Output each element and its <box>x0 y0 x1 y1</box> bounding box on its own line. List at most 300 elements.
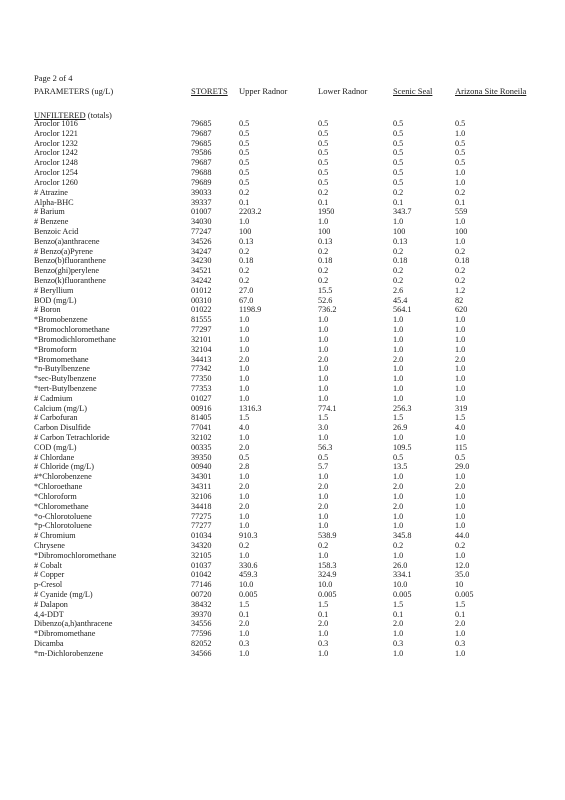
scenic-seal-value: 0.2 <box>393 187 404 197</box>
arizona-site-value: 1.0 <box>455 521 466 531</box>
storet-code: 34521 <box>191 266 212 276</box>
storet-code: 01022 <box>191 305 212 315</box>
upper-radnor-value: 1.0 <box>239 472 250 482</box>
lower-radnor-value: 1.0 <box>318 217 329 227</box>
scenic-seal-value: 2.0 <box>393 354 404 364</box>
scenic-seal-value: 1.0 <box>393 325 404 335</box>
parameter-name: *Chloroethane <box>34 482 83 492</box>
page-label: Page 2 of 4 <box>34 73 73 83</box>
scenic-seal-value: 2.6 <box>393 285 404 295</box>
upper-radnor-value: 1.0 <box>239 334 250 344</box>
parameter-name: # Benzene <box>34 217 69 227</box>
scenic-seal-value: 109.5 <box>393 442 412 452</box>
lower-radnor-value: 1.0 <box>318 334 329 344</box>
scenic-seal-value: 0.2 <box>393 540 404 550</box>
parameter-name: 4,4-DDT <box>34 609 64 619</box>
storet-code: 34230 <box>191 256 212 266</box>
storet-code: 01012 <box>191 285 212 295</box>
upper-radnor-value: 1.0 <box>239 364 250 374</box>
header-storets: STORETS <box>191 86 228 96</box>
arizona-site-value: 0.1 <box>455 197 466 207</box>
scenic-seal-value: 1.0 <box>393 383 404 393</box>
scenic-seal-value: 0.5 <box>393 119 404 128</box>
upper-radnor-value: 4.0 <box>239 423 250 433</box>
scenic-seal-value: 0.5 <box>393 158 404 168</box>
upper-radnor-value: 1.0 <box>239 550 250 560</box>
parameter-name: # Carbon Tetrachloride <box>34 433 110 442</box>
lower-radnor-value: 0.5 <box>318 158 329 168</box>
lower-radnor-value: 0.13 <box>318 236 333 246</box>
upper-radnor-value: 1.0 <box>239 344 250 354</box>
arizona-site-value: 0.5 <box>455 119 466 128</box>
scenic-seal-value: 0.13 <box>393 236 408 246</box>
parameter-name: Benzo(ghi)perylene <box>34 266 100 276</box>
storet-code: 32104 <box>191 344 212 354</box>
parameter-name: # Cobalt <box>34 560 62 570</box>
scenic-seal-value: 13.5 <box>393 462 408 472</box>
arizona-site-value: 1.0 <box>455 648 466 658</box>
section-title: UNFILTERED <box>34 110 86 120</box>
table-row <box>0 355 565 365</box>
arizona-site-value: 29.0 <box>455 462 470 472</box>
arizona-site-value: 0.2 <box>455 540 466 550</box>
table-row <box>0 629 565 639</box>
upper-radnor-value: 0.2 <box>239 540 250 550</box>
arizona-site-value: 0.5 <box>455 158 466 168</box>
arizona-site-value: 0.3 <box>455 639 466 649</box>
scenic-seal-value: 256.3 <box>393 403 412 413</box>
parameter-name: # Beryllium <box>34 285 74 295</box>
upper-radnor-value: 2.0 <box>239 482 250 492</box>
lower-radnor-value: 774.1 <box>318 403 337 413</box>
parameter-name: p-Cresol <box>34 580 63 590</box>
upper-radnor-value: 100 <box>239 226 252 236</box>
parameter-name: # Copper <box>34 570 65 580</box>
scenic-seal-value: 1.0 <box>393 629 404 639</box>
storet-code: 77247 <box>191 226 212 236</box>
lower-radnor-value: 0.18 <box>318 256 333 266</box>
table-row <box>0 551 565 561</box>
scenic-seal-value: 0.1 <box>393 197 404 207</box>
scenic-seal-value: 1.0 <box>393 472 404 482</box>
lower-radnor-value: 0.5 <box>318 119 329 128</box>
lower-radnor-value: 15.5 <box>318 285 333 295</box>
storet-code: 00720 <box>191 590 212 599</box>
header-scenic-seal: Scenic Seal <box>393 86 433 96</box>
upper-radnor-value: 0.5 <box>239 177 250 187</box>
parameter-name: *Bromodichloromethane <box>34 334 116 344</box>
header-arizona-site: Arizona Site Roneila <box>455 86 527 96</box>
storet-code: 77277 <box>191 521 212 531</box>
upper-radnor-value: 1.0 <box>239 325 250 335</box>
lower-radnor-value: 1.0 <box>318 472 329 482</box>
lower-radnor-value: 1.5 <box>318 413 329 423</box>
table-row <box>0 443 565 453</box>
table-row <box>0 482 565 492</box>
lower-radnor-value: 0.2 <box>318 276 329 285</box>
parameter-name: *Dibromomethane <box>34 629 96 639</box>
parameter-name: # Chromium <box>34 531 76 541</box>
storet-code: 82052 <box>191 639 212 649</box>
table-row <box>0 462 565 472</box>
upper-radnor-value: 2.0 <box>239 442 250 452</box>
storet-code: 77275 <box>191 511 212 521</box>
arizona-site-value: 1.0 <box>455 433 466 442</box>
parameter-name: Benzo(a)anthracene <box>34 236 100 246</box>
lower-radnor-value: 0.1 <box>318 609 329 619</box>
scenic-seal-value: 0.5 <box>393 138 404 148</box>
arizona-site-value: 1.0 <box>455 472 466 482</box>
upper-radnor-value: 910.3 <box>239 531 258 541</box>
parameter-name: # Chlordane <box>34 452 75 462</box>
lower-radnor-value: 0.5 <box>318 177 329 187</box>
upper-radnor-value: 0.2 <box>239 266 250 276</box>
scenic-seal-value: 26.0 <box>393 560 408 570</box>
table-row <box>0 286 565 296</box>
scenic-seal-value: 1.0 <box>393 393 404 403</box>
storet-code: 79685 <box>191 138 212 148</box>
parameter-name: *Bromobenzene <box>34 315 88 325</box>
arizona-site-value: 1.0 <box>455 315 466 325</box>
scenic-seal-value: 1.0 <box>393 334 404 344</box>
arizona-site-value: 1.5 <box>455 599 466 609</box>
arizona-site-value: 1.0 <box>455 344 466 354</box>
upper-radnor-value: 0.2 <box>239 246 250 256</box>
lower-radnor-value: 1950 <box>318 207 335 217</box>
table-row <box>0 148 565 158</box>
scenic-seal-value: 26.9 <box>393 423 408 433</box>
table-row <box>0 237 565 247</box>
parameter-name: Chrysene <box>34 540 65 550</box>
scenic-seal-value: 0.18 <box>393 256 408 266</box>
table-row <box>0 502 565 512</box>
lower-radnor-value: 1.0 <box>318 315 329 325</box>
upper-radnor-value: 0.2 <box>239 276 250 285</box>
parameter-name: # Dalapon <box>34 599 68 609</box>
table-row <box>0 423 565 433</box>
table-row <box>0 305 565 315</box>
storet-code: 32102 <box>191 433 212 442</box>
storet-code: 79687 <box>191 128 212 138</box>
arizona-site-value: 2.0 <box>455 482 466 492</box>
storet-code: 77596 <box>191 629 212 639</box>
parameter-name: *sec-Butylbenzene <box>34 374 97 384</box>
table-row <box>0 335 565 345</box>
parameter-name: Dicamba <box>34 639 64 649</box>
scenic-seal-value: 0.5 <box>393 148 404 158</box>
table-row <box>0 531 565 541</box>
storet-code: 34311 <box>191 482 212 492</box>
parameter-name: COD (mg/L) <box>34 442 77 452</box>
parameter-name: # Benzo(a)Pyrene <box>34 246 93 256</box>
parameter-name: Alpha-BHC <box>34 197 74 207</box>
lower-radnor-value: 0.005 <box>318 590 337 599</box>
upper-radnor-value: 0.18 <box>239 256 254 266</box>
upper-radnor-value: 0.13 <box>239 236 254 246</box>
table-row <box>0 315 565 325</box>
scenic-seal-value: 1.0 <box>393 364 404 374</box>
upper-radnor-value: 0.5 <box>239 452 250 462</box>
arizona-site-value: 0.2 <box>455 266 466 276</box>
lower-radnor-value: 2.0 <box>318 482 329 492</box>
storet-code: 34242 <box>191 276 212 285</box>
arizona-site-value: 1.0 <box>455 550 466 560</box>
upper-radnor-value: 0.5 <box>239 138 250 148</box>
lower-radnor-value: 0.5 <box>318 148 329 158</box>
arizona-site-value: 0.1 <box>455 609 466 619</box>
scenic-seal-value: 2.0 <box>393 482 404 492</box>
arizona-site-value: 12.0 <box>455 560 470 570</box>
lower-radnor-value: 1.0 <box>318 491 329 501</box>
scenic-seal-value: 1.0 <box>393 491 404 501</box>
lower-radnor-value: 1.0 <box>318 433 329 442</box>
lower-radnor-value: 0.1 <box>318 197 329 207</box>
scenic-seal-value: 1.0 <box>393 315 404 325</box>
table-row <box>0 198 565 208</box>
parameter-name: *Bromochloromethane <box>34 325 110 335</box>
storet-code: 32105 <box>191 550 212 560</box>
scenic-seal-value: 0.1 <box>393 609 404 619</box>
scenic-seal-value: 1.0 <box>393 521 404 531</box>
arizona-site-value: 1.0 <box>455 334 466 344</box>
storet-code: 00335 <box>191 442 212 452</box>
table-row <box>0 600 565 610</box>
lower-radnor-value: 0.2 <box>318 246 329 256</box>
table-row <box>0 129 565 139</box>
lower-radnor-value: 1.0 <box>318 648 329 658</box>
arizona-site-value: 82 <box>455 295 464 305</box>
parameter-name: Aroclor 1221 <box>34 128 78 138</box>
upper-radnor-value: 1.0 <box>239 491 250 501</box>
arizona-site-value: 115 <box>455 442 467 452</box>
lower-radnor-value: 0.5 <box>318 138 329 148</box>
storet-code: 34418 <box>191 501 212 511</box>
upper-radnor-value: 1.5 <box>239 413 250 423</box>
header-parameters: PARAMETERS (ug/L) <box>34 86 114 96</box>
lower-radnor-value: 158.3 <box>318 560 337 570</box>
arizona-site-value: 0.2 <box>455 246 466 256</box>
arizona-site-value: 620 <box>455 305 468 315</box>
lower-radnor-value: 0.2 <box>318 266 329 276</box>
parameter-name: *Bromoform <box>34 344 77 354</box>
storet-code: 01007 <box>191 207 212 217</box>
table-row <box>0 364 565 374</box>
parameter-name: Calcium (mg/L) <box>34 403 87 413</box>
storet-code: 34030 <box>191 217 212 227</box>
table-row <box>0 325 565 335</box>
table-row <box>0 256 565 266</box>
table-row <box>0 178 565 188</box>
upper-radnor-value: 0.5 <box>239 119 250 128</box>
lower-radnor-value: 5.7 <box>318 462 329 472</box>
arizona-site-value: 0.5 <box>455 452 466 462</box>
parameter-name: Aroclor 1254 <box>34 168 78 178</box>
upper-radnor-value: 1.0 <box>239 648 250 658</box>
lower-radnor-value: 3.0 <box>318 423 329 433</box>
arizona-site-value: 1.0 <box>455 168 466 178</box>
upper-radnor-value: 67.0 <box>239 295 254 305</box>
arizona-site-value: 1.0 <box>455 236 466 246</box>
arizona-site-value: 0.2 <box>455 187 466 197</box>
table-row <box>0 590 565 600</box>
storet-code: 34556 <box>191 619 212 629</box>
arizona-site-value: 319 <box>455 403 468 413</box>
table-row <box>0 561 565 571</box>
parameter-name: Aroclor 1016 <box>34 119 78 128</box>
upper-radnor-value: 1.0 <box>239 393 250 403</box>
table-row <box>0 207 565 217</box>
table-row <box>0 580 565 590</box>
scenic-seal-value: 45.4 <box>393 295 408 305</box>
scenic-seal-value: 1.5 <box>393 599 404 609</box>
table-row <box>0 266 565 276</box>
upper-radnor-value: 1.5 <box>239 599 250 609</box>
storet-code: 77350 <box>191 374 212 384</box>
scenic-seal-value: 0.3 <box>393 639 404 649</box>
parameter-name: Aroclor 1260 <box>34 177 78 187</box>
lower-radnor-value: 1.0 <box>318 374 329 384</box>
lower-radnor-value: 1.0 <box>318 325 329 335</box>
table-row <box>0 453 565 463</box>
arizona-site-value: 1.0 <box>455 217 466 227</box>
arizona-site-value: 1.0 <box>455 325 466 335</box>
arizona-site-value: 100 <box>455 226 468 236</box>
parameter-name: # Cyanide (mg/L) <box>34 590 93 599</box>
upper-radnor-value: 0.005 <box>239 590 258 599</box>
scenic-seal-value: 564.1 <box>393 305 412 315</box>
parameter-name: # Chloride (mg/L) <box>34 462 95 472</box>
arizona-site-value: 0.2 <box>455 276 466 285</box>
parameter-name: Benzoic Acid <box>34 226 79 236</box>
table-row <box>0 521 565 531</box>
parameter-name: Aroclor 1248 <box>34 158 78 168</box>
parameter-name: #*Chlorobenzene <box>34 472 92 482</box>
storet-code: 01037 <box>191 560 212 570</box>
table-row <box>0 570 565 580</box>
lower-radnor-value: 1.0 <box>318 383 329 393</box>
scenic-seal-value: 0.5 <box>393 168 404 178</box>
arizona-site-value: 2.0 <box>455 354 466 364</box>
arizona-site-value: 10 <box>455 580 464 590</box>
section-subtitle: (totals) <box>87 110 112 120</box>
parameter-name: Aroclor 1232 <box>34 138 78 148</box>
table-row <box>0 433 565 443</box>
lower-radnor-value: 52.6 <box>318 295 333 305</box>
storet-code: 81555 <box>191 315 212 325</box>
upper-radnor-value: 1.0 <box>239 315 250 325</box>
storet-code: 79689 <box>191 177 212 187</box>
scenic-seal-value: 1.0 <box>393 217 404 227</box>
arizona-site-value: 1.0 <box>455 383 466 393</box>
storet-code: 34566 <box>191 648 212 658</box>
arizona-site-value: 1.5 <box>455 413 466 423</box>
scenic-seal-value: 1.5 <box>393 413 404 423</box>
lower-radnor-value: 0.2 <box>318 187 329 197</box>
arizona-site-value: 1.0 <box>455 629 466 639</box>
scenic-seal-value: 2.0 <box>393 501 404 511</box>
parameter-name: # Atrazine <box>34 187 68 197</box>
upper-radnor-value: 0.5 <box>239 158 250 168</box>
upper-radnor-value: 2.0 <box>239 501 250 511</box>
storet-code: 34301 <box>191 472 212 482</box>
upper-radnor-value: 0.5 <box>239 148 250 158</box>
lower-radnor-value: 324.9 <box>318 570 337 580</box>
upper-radnor-value: 2.0 <box>239 619 250 629</box>
parameter-name: *Chloroform <box>34 491 77 501</box>
table-row <box>0 188 565 198</box>
storet-code: 79687 <box>191 158 212 168</box>
lower-radnor-value: 0.5 <box>318 168 329 178</box>
arizona-site-value: 1.0 <box>455 511 466 521</box>
storet-code: 00310 <box>191 295 212 305</box>
parameter-name: Carbon Disulfide <box>34 423 91 433</box>
arizona-site-value: 1.0 <box>455 393 466 403</box>
arizona-site-value: 1.2 <box>455 285 466 295</box>
upper-radnor-value: 1.0 <box>239 521 250 531</box>
arizona-site-value: 2.0 <box>455 619 466 629</box>
upper-radnor-value: 0.3 <box>239 639 250 649</box>
storet-code: 77342 <box>191 364 212 374</box>
scenic-seal-value: 0.2 <box>393 276 404 285</box>
parameter-name: *Bromomethane <box>34 354 89 364</box>
scenic-seal-value: 1.0 <box>393 344 404 354</box>
table-row <box>0 276 565 286</box>
table-row <box>0 119 565 129</box>
storet-code: 38432 <box>191 599 212 609</box>
table-row <box>0 217 565 227</box>
storet-code: 00916 <box>191 403 212 413</box>
parameter-name: Benzo(k)fluoranthene <box>34 276 106 285</box>
parameter-name: # Boron <box>34 305 61 315</box>
lower-radnor-value: 0.5 <box>318 128 329 138</box>
upper-radnor-value: 0.1 <box>239 197 250 207</box>
arizona-site-value: 1.0 <box>455 374 466 384</box>
storet-code: 34526 <box>191 236 212 246</box>
parameter-name: *p-Chlorotoluene <box>34 521 92 531</box>
scenic-seal-value: 334.1 <box>393 570 412 580</box>
lower-radnor-value: 736.2 <box>318 305 337 315</box>
storet-code: 81405 <box>191 413 212 423</box>
lower-radnor-value: 1.0 <box>318 511 329 521</box>
parameter-name: # Barium <box>34 207 65 217</box>
lower-radnor-value: 0.3 <box>318 639 329 649</box>
arizona-site-value: 0.18 <box>455 256 470 266</box>
upper-radnor-value: 10.0 <box>239 580 254 590</box>
scenic-seal-value: 1.0 <box>393 648 404 658</box>
lower-radnor-value: 1.0 <box>318 521 329 531</box>
arizona-site-value: 0.5 <box>455 138 466 148</box>
scenic-seal-value: 1.0 <box>393 550 404 560</box>
upper-radnor-value: 0.5 <box>239 168 250 178</box>
scenic-seal-value: 0.5 <box>393 452 404 462</box>
scenic-seal-value: 0.5 <box>393 128 404 138</box>
parameter-name: *n-Butylbenzene <box>34 364 90 374</box>
parameter-name: *tert-Butylbenzene <box>34 383 97 393</box>
lower-radnor-value: 1.0 <box>318 393 329 403</box>
lower-radnor-value: 2.0 <box>318 354 329 364</box>
table-row <box>0 168 565 178</box>
storet-code: 77041 <box>191 423 212 433</box>
upper-radnor-value: 459.3 <box>239 570 258 580</box>
storet-code: 01042 <box>191 570 212 580</box>
parameter-name: Dibenzo(a,h)anthracene <box>34 619 113 629</box>
header-upper-radnor: Upper Radnor <box>239 86 288 96</box>
storet-code: 79685 <box>191 119 212 128</box>
arizona-site-value: 1.0 <box>455 364 466 374</box>
table-row <box>0 610 565 620</box>
lower-radnor-value: 10.0 <box>318 580 333 590</box>
table-row <box>0 541 565 551</box>
